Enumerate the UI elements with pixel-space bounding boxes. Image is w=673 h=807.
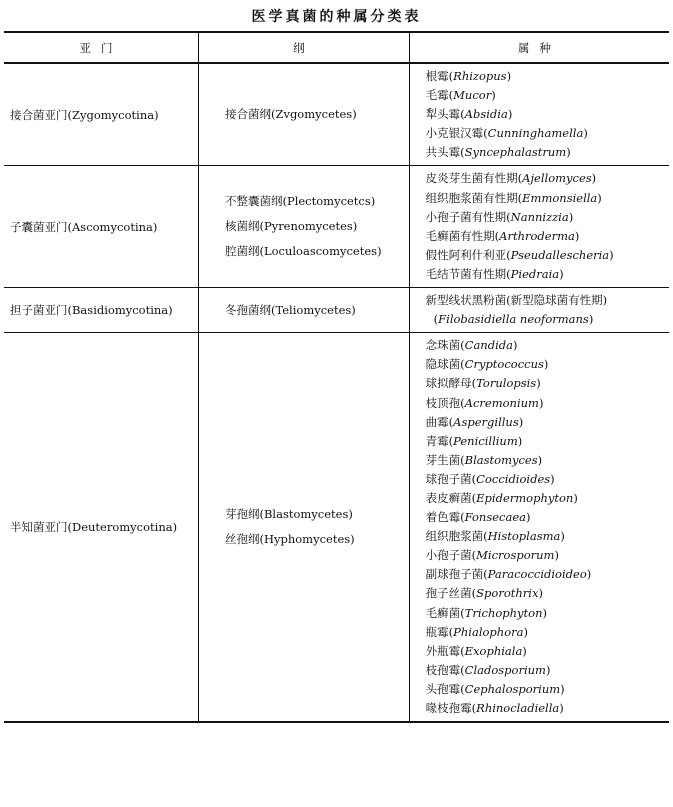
genus-chinese-name: 隐球菌 [425, 357, 461, 372]
class-name: 不整囊菌纲(Plectomycetcs) [224, 194, 376, 209]
genus-cell [409, 63, 669, 166]
genus-latin-name: Phialophora [453, 624, 524, 639]
header-subdivision: 亚门 [4, 32, 198, 63]
genus-latin-name: Acremonium [464, 395, 539, 410]
genus-cell [409, 333, 669, 722]
genus-chinese-name: 曲霉 [425, 414, 449, 429]
genus-item: 枝顶孢(Acremonium) [425, 395, 544, 410]
genus-latin-name: Epidermophyton [476, 490, 574, 505]
class-name: 核菌纲(Pyrenomycetes) [224, 219, 358, 234]
genus-chinese-name: 组织胞浆菌 [425, 529, 484, 544]
genus-item: 球孢子菌(Coccidioides) [425, 471, 555, 486]
genus-item: 毛癣菌有性期(Arthroderma) [425, 228, 580, 243]
genus-list [416, 166, 669, 287]
genus-item: 小孢子菌有性期(Nannizzia) [425, 209, 574, 224]
genus-chinese-name: 孢子丝菌 [425, 586, 472, 601]
genus-chinese-name: 青霉 [425, 433, 449, 448]
genus-chinese-name: 小孢子菌有性期 [425, 209, 507, 224]
genus-item: 共头霉(Syncephalastrum) [425, 145, 571, 160]
genus-chinese-name: 假性阿利什利亚 [425, 247, 507, 262]
class-cell [198, 288, 409, 333]
genus-list [416, 64, 669, 165]
genus-latin-name: Emmonsiella [522, 190, 598, 205]
genus-latin-name: Aspergillus [453, 414, 519, 429]
subdivision-cell: 接合菌亚门(Zygomycotina) [4, 63, 198, 166]
genus-latin-name: Pseudallescheria [510, 247, 610, 262]
genus-item: 小孢子菌(Microsporum) [425, 548, 559, 563]
genus-latin-name: Absidia [464, 107, 508, 122]
genus-item: 枝孢霉(Cladosporium) [425, 662, 551, 677]
genus-chinese-name: 枝顶孢 [425, 395, 461, 410]
genus-item: 小克银汉霉(Cunninghamella) [425, 126, 588, 141]
genus-chinese-name: 念珠菌 [425, 338, 461, 353]
genus-item: 毛霉(Mucor) [425, 88, 496, 103]
genus-chinese-name: 头孢霉 [425, 681, 461, 696]
subdivision-cell: 子囊菌亚门(Ascomycotina) [4, 166, 198, 288]
genus-item: (Filobasidiella neoformans) [433, 312, 594, 327]
genus-latin-name: Histoplasma [487, 529, 561, 544]
table-row [4, 333, 669, 722]
class-name: 冬孢菌纲(Teliomycetes) [224, 302, 356, 317]
genus-chinese-name: 毛霉 [425, 88, 449, 103]
genus-latin-name: Cladosporium [464, 662, 546, 677]
genus-item [426, 291, 669, 310]
genus-item: 球拟酵母(Torulopsis) [425, 376, 541, 391]
genus-chinese-name: 新型线状黑粉菌(新型隐球菌有性期) [425, 293, 608, 308]
genus-chinese-name: 球孢子菌 [425, 471, 472, 486]
genus-item: 外瓶霉(Exophiala) [425, 643, 527, 658]
genus-item: 喙枝孢霉(Rhinocladiella) [425, 701, 564, 715]
genus-latin-name: Torulopsis [476, 376, 537, 391]
class-name: 丝孢纲(Hyphomycetes) [224, 532, 355, 547]
subdivision-cell: 半知菌亚门(Deuteromycotina) [4, 333, 198, 722]
table-title: 医学真菌的种属分类表 [251, 9, 422, 25]
genus-item: 念珠菌(Candida) [425, 338, 518, 353]
table-row [4, 288, 669, 333]
genus-latin-name: Rhinocladiella [476, 701, 560, 715]
class-name: 芽孢纲(Blastomycetes) [224, 507, 353, 522]
genus-latin-name: Candida [464, 338, 513, 353]
genus-chinese-name: 毛癣菌有性期 [425, 228, 495, 243]
genus-item: 隐球菌(Cryptococcus) [425, 357, 549, 372]
genus-latin-name: Exophiala [464, 643, 523, 658]
genus-chinese-name: 副球孢子菌 [425, 567, 484, 582]
class-name: 腔菌纲(Loculoascomycetes) [224, 244, 382, 259]
class-cell [198, 63, 409, 166]
genus-latin-name: Coccidioides [476, 471, 551, 486]
genus-latin-name: Penicillium [453, 433, 518, 448]
genus-item: 芽生菌(Blastomyces) [425, 452, 543, 467]
genus-latin-name: Blastomyces [464, 452, 538, 467]
genus-item: 组织胞浆菌有性期(Emmonsiella) [425, 190, 602, 205]
table-row [4, 63, 669, 166]
genus-latin-name: Piedraia [510, 266, 560, 281]
genus-item: 毛癣菌(Trichophyton) [425, 605, 547, 620]
class-cell [198, 166, 409, 288]
genus-chinese-name: 喙枝孢霉 [425, 701, 472, 715]
genus-item: 瓶霉(Phialophora) [425, 624, 528, 639]
genus-chinese-name: 犁头霉 [425, 107, 461, 122]
genus-item: 皮炎芽生菌有性期(Ajellomyces) [425, 171, 597, 186]
class-name: 接合菌纲(Zvgomycetes) [224, 107, 357, 122]
genus-item: 犁头霉(Absidia) [425, 107, 513, 122]
genus-list [416, 288, 669, 332]
genus-latin-name: Sporothrix [476, 586, 539, 601]
genus-latin-name: Cephalosporium [464, 681, 561, 696]
genus-latin-name: Fonsecaea [464, 510, 527, 525]
genus-chinese-name: 小克银汉霉 [425, 126, 484, 141]
genus-item: 着色霉(Fonsecaea) [425, 510, 531, 525]
genus-chinese-name: 表皮癣菌 [425, 490, 472, 505]
genus-item: 毛结节菌有性期(Piedraia) [425, 266, 564, 281]
genus-latin-name: Cryptococcus [464, 357, 544, 372]
genus-latin-name: Paracoccidioideo [487, 567, 587, 582]
genus-chinese-name: 球拟酵母 [425, 376, 472, 391]
genus-item: 头孢霉(Cephalosporium) [425, 681, 565, 696]
genus-latin-name: Arthroderma [499, 228, 575, 243]
header-row [4, 32, 669, 63]
genus-item: 孢子丝菌(Sporothrix) [425, 586, 543, 601]
genus-latin-name: Filobasidiella neoformans [438, 312, 589, 327]
genus-latin-name: Syncephalastrum [464, 145, 567, 160]
genus-cell [409, 288, 669, 333]
genus-item: 假性阿利什利亚(Pseudallescheria) [425, 247, 614, 262]
genus-item: 曲霉(Aspergillus) [425, 414, 524, 429]
genus-chinese-name: 毛结节菌有性期 [425, 266, 507, 281]
genus-item: 表皮癣菌(Epidermophyton) [425, 490, 578, 505]
genus-chinese-name: 毛癣菌 [425, 605, 461, 620]
genus-latin-name: Nannizzia [510, 209, 569, 224]
header-class: 纲 [198, 32, 409, 63]
genus-item: 副球孢子菌(Paracoccidioideo) [425, 567, 592, 582]
genus-chinese-name: 瓶霉 [425, 624, 449, 639]
header-genus: 属种 [409, 32, 669, 63]
genus-item: 组织胞浆菌(Histoplasma) [425, 529, 565, 544]
genus-latin-name: Trichophyton [464, 605, 543, 620]
genus-chinese-name: 小孢子菌 [425, 548, 472, 563]
genus-item: 青霉(Penicillium) [425, 433, 523, 448]
genus-item: 根霉(Rhizopus) [425, 69, 512, 83]
genus-chinese-name: 皮炎芽生菌有性期 [425, 171, 518, 186]
genus-latin-name: Microsporum [476, 548, 555, 563]
class-cell [198, 333, 409, 722]
genus-latin-name: Ajellomyces [522, 171, 592, 186]
genus-chinese-name: 组织胞浆菌有性期 [425, 190, 518, 205]
genus-chinese-name: 枝孢霉 [425, 662, 461, 677]
fungi-classification-table [4, 31, 669, 723]
genus-chinese-name: 芽生菌 [425, 452, 461, 467]
table-row [4, 166, 669, 288]
genus-latin-name: Rhizopus [453, 69, 507, 83]
genus-chinese-name: 根霉 [425, 69, 449, 83]
genus-latin-name: Mucor [453, 88, 492, 103]
subdivision-cell: 担子菌亚门(Basidiomycotina) [4, 288, 198, 333]
genus-latin-name: Cunninghamella [487, 126, 584, 141]
genus-cell [409, 166, 669, 288]
genus-list [416, 333, 669, 721]
table-body [4, 63, 669, 722]
genus-chinese-name: 外瓶霉 [425, 643, 461, 658]
genus-chinese-name: 着色霉 [425, 510, 461, 525]
genus-chinese-name: 共头霉 [425, 145, 461, 160]
